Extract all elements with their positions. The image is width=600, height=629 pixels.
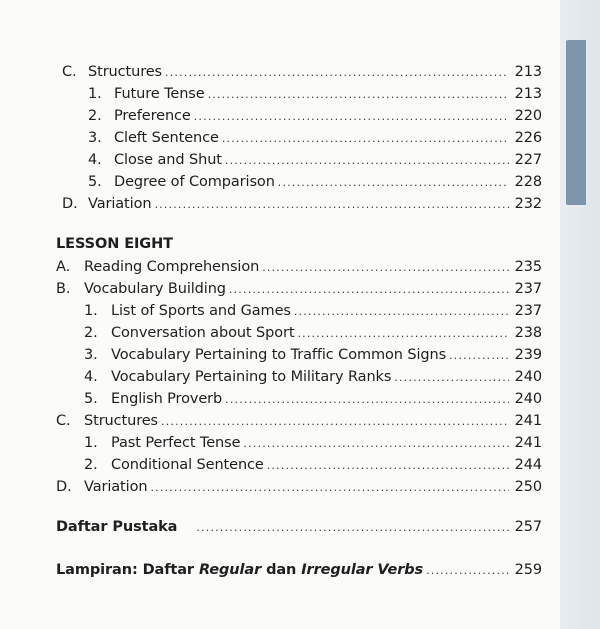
leader-dots xyxy=(225,154,509,167)
leader-dots xyxy=(165,66,509,79)
toc-entry-conditional-sentence[interactable] xyxy=(84,457,542,473)
entry-page: 227 xyxy=(514,152,542,168)
leader-dots xyxy=(208,88,509,101)
leader-dots xyxy=(449,349,509,362)
leader-dots xyxy=(225,393,508,406)
leader-dots xyxy=(394,371,508,384)
leader-dots xyxy=(267,459,509,472)
entry-page: 235 xyxy=(514,259,542,275)
toc-entry-lampiran[interactable] xyxy=(56,562,542,578)
entry-page: 237 xyxy=(514,303,542,319)
section-tab-marker xyxy=(566,40,586,205)
entry-label: Degree of Comparison xyxy=(114,174,275,190)
entry-number: 5. xyxy=(84,391,98,407)
entry-label: English Proverb xyxy=(111,391,223,407)
toc-entry-military-ranks[interactable] xyxy=(84,369,542,385)
entry-label: Variation xyxy=(88,196,152,212)
lampiran-prefix: Lampiran: Daftar xyxy=(56,562,199,578)
leader-dots xyxy=(161,415,509,428)
leader-dots xyxy=(194,110,509,123)
entry-page: 237 xyxy=(514,281,542,297)
entry-page: 240 xyxy=(514,391,542,407)
entry-label: Conversation about Sport xyxy=(111,325,295,341)
toc-entry-traffic-signs[interactable] xyxy=(84,347,542,363)
toc-entry-list-of-sports[interactable] xyxy=(84,303,542,319)
toc-entry-daftar-pustaka[interactable] xyxy=(56,519,542,535)
entry-label: Conditional Sentence xyxy=(111,457,264,473)
leader-dots xyxy=(229,283,509,296)
entry-page: 213 xyxy=(514,86,542,102)
entry-label: Vocabulary Pertaining to Military Ranks xyxy=(111,369,392,385)
entry-number: 4. xyxy=(84,369,98,385)
entry-number: 2. xyxy=(88,108,102,124)
toc-entry-vocabulary-building[interactable] xyxy=(56,281,542,297)
leader-dots xyxy=(297,327,508,340)
entry-page: 257 xyxy=(514,519,542,535)
entry-number: 1. xyxy=(84,303,98,319)
lampiran-irregular: Irregular Verbs xyxy=(301,562,424,578)
leader-dots xyxy=(154,198,508,211)
entry-label xyxy=(56,562,423,578)
entry-label: Structures xyxy=(88,64,163,80)
leader-dots xyxy=(196,521,508,534)
entry-label: Vocabulary Building xyxy=(84,281,226,297)
toc-entry-reading-comprehension[interactable] xyxy=(56,259,542,275)
entry-label: Close and Shut xyxy=(114,152,222,168)
entry-page: 238 xyxy=(514,325,542,341)
entry-number: 5. xyxy=(88,174,102,190)
toc-entry-preference[interactable] xyxy=(88,108,542,124)
entry-label: Preference xyxy=(114,108,191,124)
entry-letter: D. xyxy=(56,479,72,495)
toc-entry-close-and-shut[interactable] xyxy=(88,152,542,168)
entry-page: 213 xyxy=(514,64,542,80)
entry-page: 226 xyxy=(514,130,542,146)
toc-entry-variation-8[interactable] xyxy=(56,479,542,495)
entry-number: 2. xyxy=(84,325,98,341)
lampiran-dan: dan xyxy=(261,562,302,578)
entry-label: Cleft Sentence xyxy=(114,130,219,146)
toc-entry-english-proverb[interactable] xyxy=(84,391,542,407)
entry-page: 220 xyxy=(514,108,542,124)
lesson-eight-heading: LESSON EIGHT xyxy=(56,236,173,252)
entry-label: Reading Comprehension xyxy=(84,259,260,275)
entry-page: 244 xyxy=(514,457,542,473)
leader-dots xyxy=(150,481,508,494)
toc-entry-structures-8[interactable] xyxy=(56,413,542,429)
entry-page: 250 xyxy=(514,479,542,495)
entry-number: 3. xyxy=(84,347,98,363)
entry-label: Past Perfect Tense xyxy=(111,435,241,451)
toc-entry-variation-7[interactable] xyxy=(62,196,542,212)
toc-entry-future-tense[interactable] xyxy=(88,86,542,102)
entry-letter: D. xyxy=(62,196,78,212)
entry-page: 240 xyxy=(514,369,542,385)
entry-label: List of Sports and Games xyxy=(111,303,291,319)
toc-entry-cleft-sentence[interactable] xyxy=(88,130,542,146)
entry-page: 241 xyxy=(514,413,542,429)
toc-entry-conversation-about-sport[interactable] xyxy=(84,325,542,341)
entry-page: 241 xyxy=(514,435,542,451)
toc-entry-structures-7[interactable] xyxy=(62,64,542,80)
entry-number: 1. xyxy=(88,86,102,102)
leader-dots xyxy=(222,132,509,145)
entry-letter: C. xyxy=(56,413,71,429)
entry-page: 228 xyxy=(514,174,542,190)
leader-dots xyxy=(262,261,508,274)
entry-page: 239 xyxy=(514,347,542,363)
entry-label: Variation xyxy=(84,479,148,495)
entry-number: 1. xyxy=(84,435,98,451)
entry-label: Daftar Pustaka xyxy=(56,519,178,535)
entry-letter: A. xyxy=(56,259,71,275)
leader-dots xyxy=(426,564,509,577)
leader-dots xyxy=(294,305,509,318)
entry-page: 259 xyxy=(514,562,542,578)
toc-entry-past-perfect-tense[interactable] xyxy=(84,435,542,451)
lampiran-regular: Regular xyxy=(198,562,262,578)
entry-label: Structures xyxy=(84,413,159,429)
entry-letter: B. xyxy=(56,281,71,297)
entry-label: Future Tense xyxy=(114,86,205,102)
entry-number: 4. xyxy=(88,152,102,168)
entry-label: Vocabulary Pertaining to Traffic Common Signs xyxy=(111,347,447,363)
entry-number: 3. xyxy=(88,130,102,146)
leader-dots xyxy=(243,437,508,450)
entry-letter: C. xyxy=(62,64,77,80)
toc-entry-degree-of-comparison[interactable] xyxy=(88,174,542,190)
entry-number: 2. xyxy=(84,457,98,473)
entry-page: 232 xyxy=(514,196,542,212)
leader-dots xyxy=(278,176,509,189)
